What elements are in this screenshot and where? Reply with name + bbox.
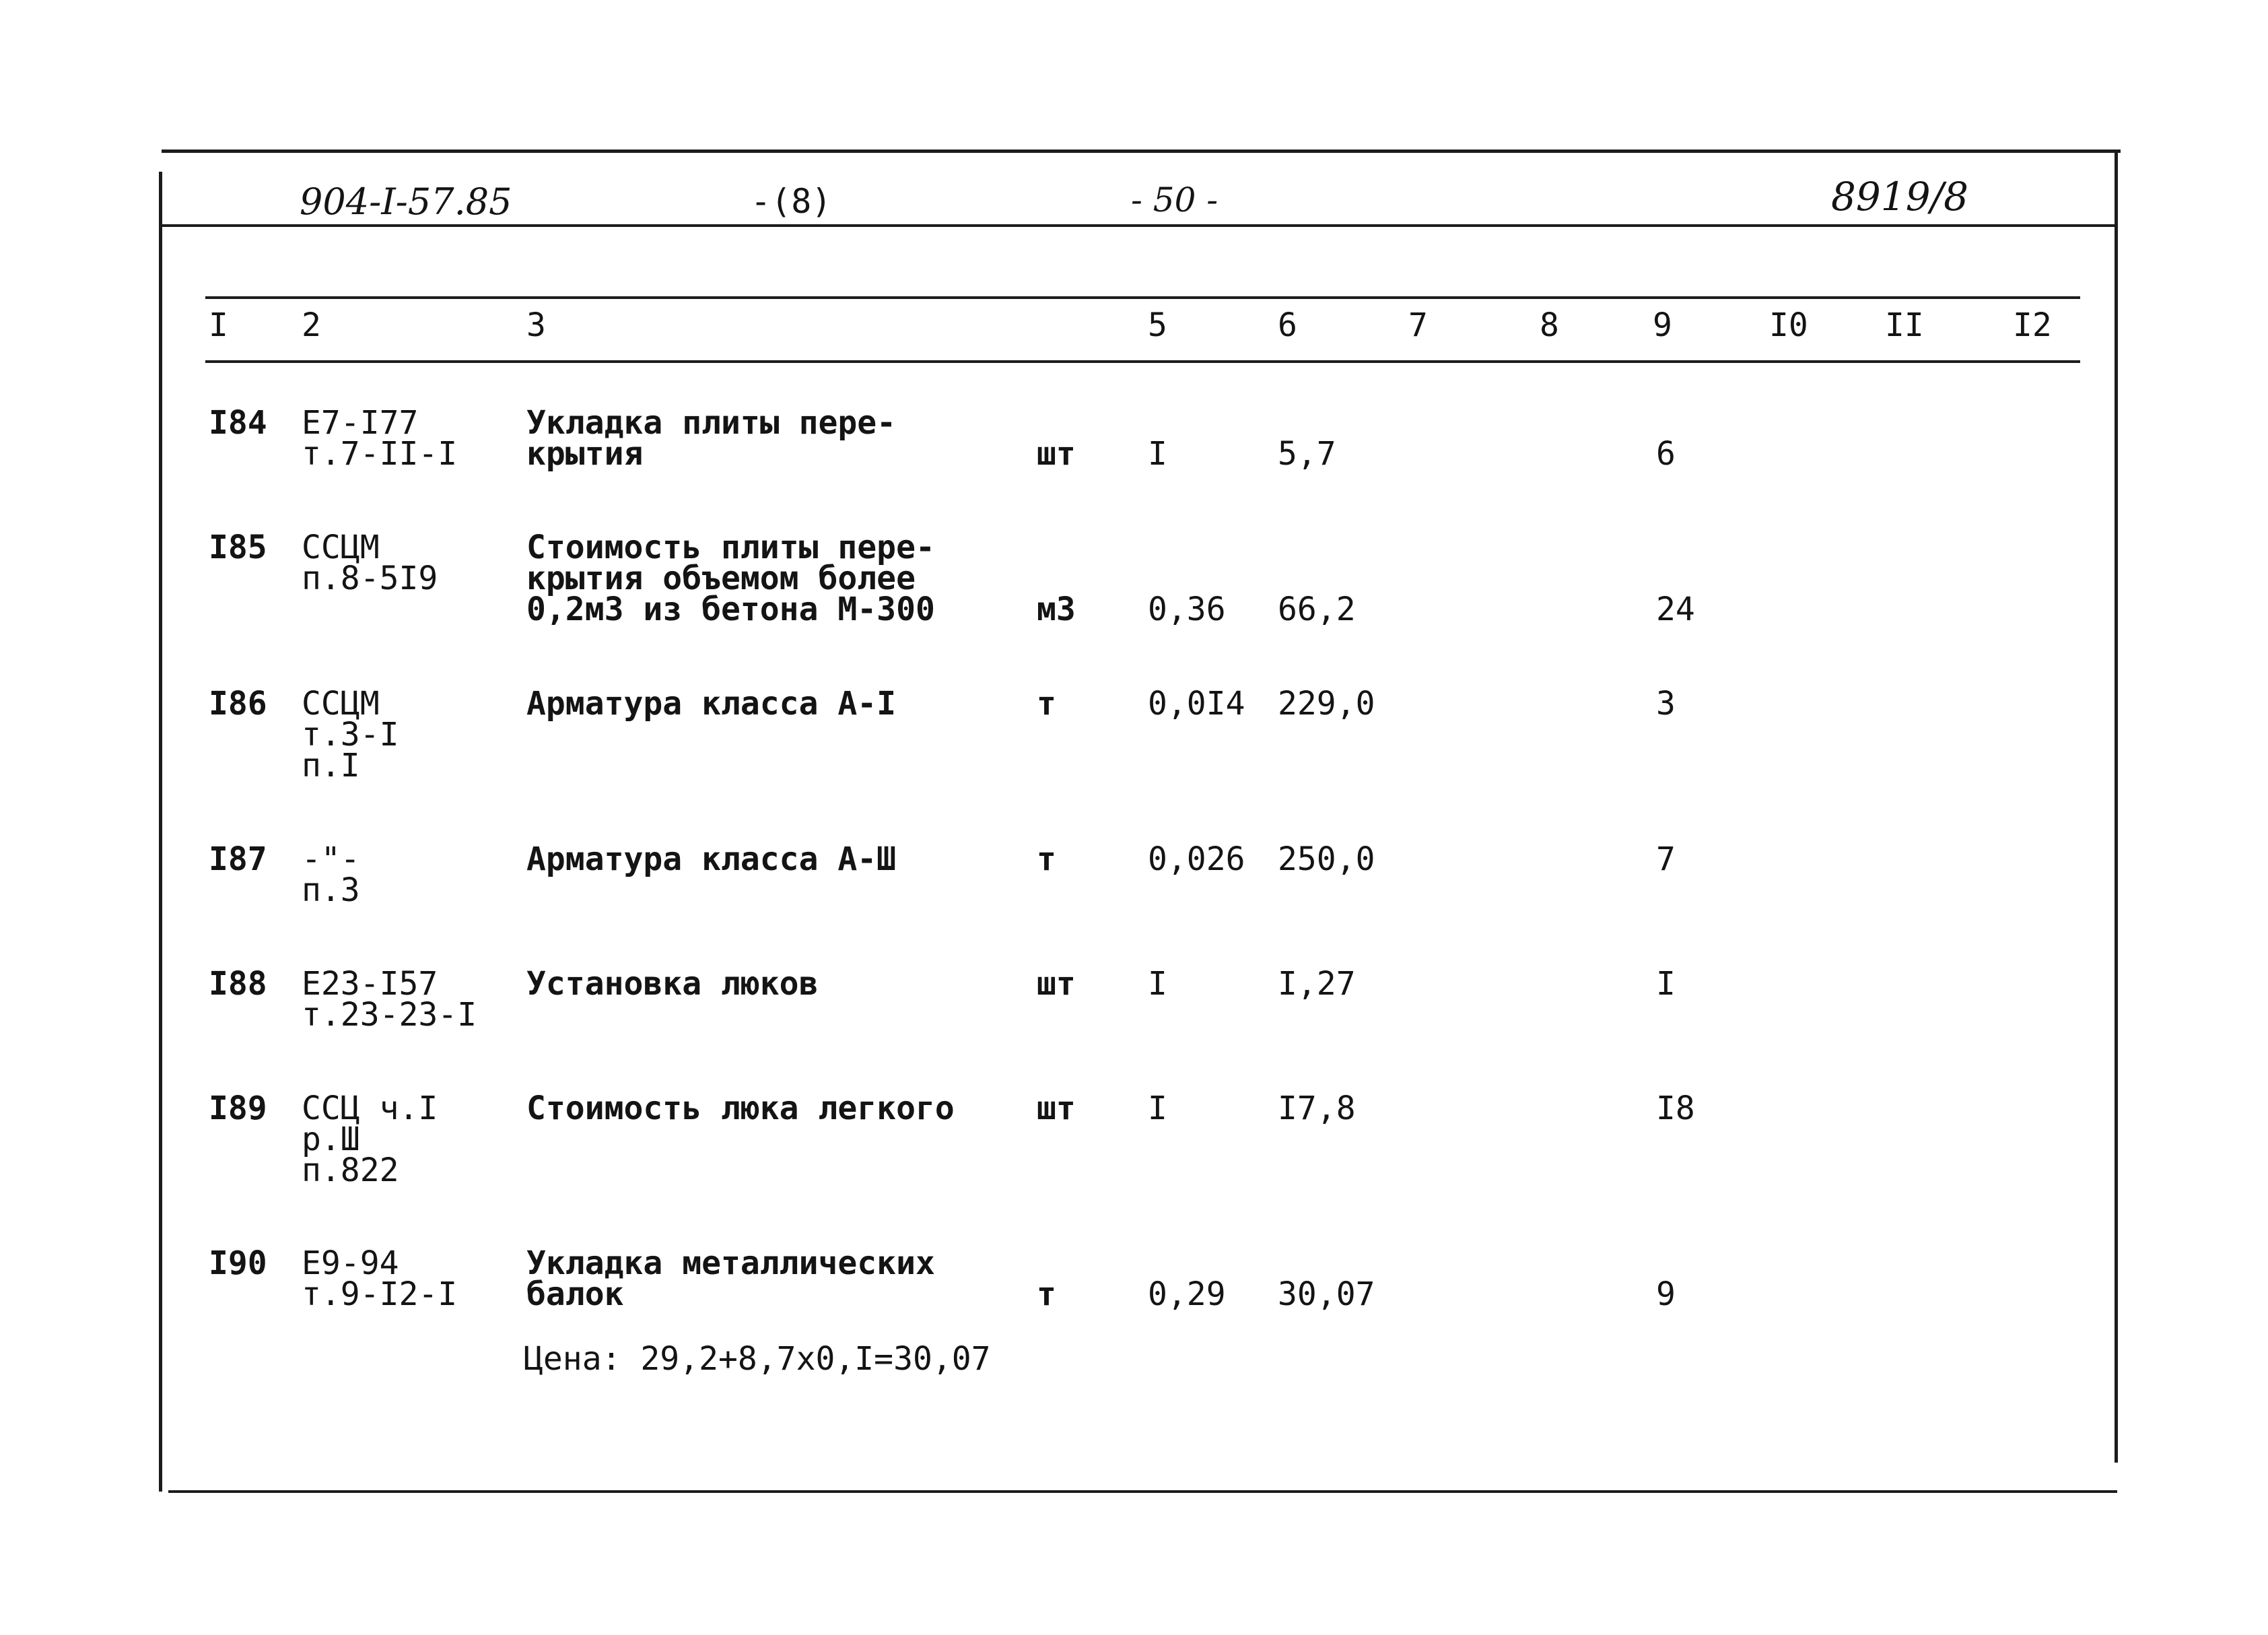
section-label: -(8) xyxy=(751,182,832,221)
row-price: 229,0 xyxy=(1278,685,1375,723)
row-total: 7 xyxy=(1656,840,1676,878)
row-code-line: п.I xyxy=(302,747,360,785)
column-header-3: 3 xyxy=(526,306,546,344)
row-price: 30,07 xyxy=(1278,1275,1375,1313)
column-header-12: I2 xyxy=(2013,306,2052,344)
column-header-6: 6 xyxy=(1278,306,1297,344)
row-description xyxy=(526,840,897,878)
row-code-line: -"- xyxy=(302,840,360,878)
row-price: 250,0 xyxy=(1278,840,1375,878)
row-quantity: I xyxy=(1148,1090,1167,1127)
row-price: 66,2 xyxy=(1278,591,1356,628)
row-code-line: т.9-I2-I xyxy=(302,1275,458,1313)
row-total: 6 xyxy=(1656,435,1676,473)
row-total: 3 xyxy=(1656,685,1676,723)
row-unit: м3 xyxy=(1037,591,1076,628)
row-description-line: Укладка металлических xyxy=(526,1244,935,1282)
column-header-bottom-line xyxy=(205,360,2080,363)
row-code-line: т.23-23-I xyxy=(302,996,477,1034)
row-description-line: Стоимость плиты пере- xyxy=(526,529,935,566)
column-header-1: I xyxy=(209,306,228,344)
row-quantity: 0,36 xyxy=(1148,591,1226,628)
header-divider-line xyxy=(162,224,2117,227)
row-description xyxy=(526,529,935,628)
row-code-line: р.Ш xyxy=(302,1121,360,1158)
row-code xyxy=(302,1090,438,1189)
row-number: I84 xyxy=(209,404,267,442)
row-description-line: Стоимость люка легкого xyxy=(526,1090,955,1127)
column-header-10: I0 xyxy=(1769,306,1808,344)
column-header-11: II xyxy=(1885,306,1924,344)
row-description-line: крытия объемом более xyxy=(526,560,916,597)
row-number: I86 xyxy=(209,685,267,723)
row-code-line: п.822 xyxy=(302,1152,399,1189)
column-header-2: 2 xyxy=(302,306,321,344)
row-description-line: крытия xyxy=(526,435,644,473)
row-total: 9 xyxy=(1656,1275,1676,1313)
doc-code: 904-I-57.85 xyxy=(300,180,512,223)
row-code-line: E9-94 xyxy=(302,1244,399,1282)
column-header-top-line xyxy=(205,296,2080,299)
row-number: I88 xyxy=(209,965,267,1003)
row-description xyxy=(526,1244,935,1313)
row-quantity: 0,026 xyxy=(1148,840,1245,878)
row-quantity: I xyxy=(1148,965,1167,1003)
row-total: 24 xyxy=(1656,591,1695,628)
row-description xyxy=(526,404,897,473)
price-note: Цена: 29,2+8,7x0,I=30,07 xyxy=(524,1340,991,1378)
row-code-line: E23-I57 xyxy=(302,965,438,1003)
row-unit: т xyxy=(1037,840,1056,878)
row-code-line: ССЦМ xyxy=(302,685,380,723)
row-code xyxy=(302,965,477,1034)
sheet-ref: 8919/8 xyxy=(1831,174,1969,220)
row-code-line: т.7-II-I xyxy=(302,435,458,473)
frame-bottom-line xyxy=(168,1490,2117,1493)
frame-top-line xyxy=(162,149,2121,153)
row-unit: шт xyxy=(1037,1090,1076,1127)
row-description-line: Установка люков xyxy=(526,965,819,1003)
row-code-line: п.8-5I9 xyxy=(302,560,438,597)
row-code-line: ССЦ ч.I xyxy=(302,1090,438,1127)
row-unit: шт xyxy=(1037,435,1076,473)
column-header-9: 9 xyxy=(1653,306,1672,344)
row-number: I85 xyxy=(209,529,267,566)
row-price: 5,7 xyxy=(1278,435,1336,473)
column-header-8: 8 xyxy=(1540,306,1559,344)
row-description-line: Арматура класса А-Ш xyxy=(526,840,897,878)
row-code xyxy=(302,840,360,909)
row-description xyxy=(526,965,819,1003)
row-total: I xyxy=(1656,965,1676,1003)
page-number: - 50 - xyxy=(1131,180,1218,220)
row-total: I8 xyxy=(1656,1090,1695,1127)
row-price: I7,8 xyxy=(1278,1090,1356,1127)
frame-right-line xyxy=(2115,149,2118,1463)
frame-left-line xyxy=(159,172,162,1492)
row-quantity: I xyxy=(1148,435,1167,473)
row-code xyxy=(302,529,438,597)
row-unit: т xyxy=(1037,685,1056,723)
row-quantity: 0,29 xyxy=(1148,1275,1226,1313)
row-unit: т xyxy=(1037,1275,1056,1313)
row-unit: шт xyxy=(1037,965,1076,1003)
row-description-line: 0,2м3 из бетона М-300 xyxy=(526,591,935,628)
row-price: I,27 xyxy=(1278,965,1356,1003)
row-code-line: п.3 xyxy=(302,871,360,909)
row-number: I90 xyxy=(209,1244,267,1282)
row-code xyxy=(302,685,399,785)
row-number: I87 xyxy=(209,840,267,878)
row-code-line: ССЦМ xyxy=(302,529,380,566)
column-header-7: 7 xyxy=(1408,306,1428,344)
row-description xyxy=(526,685,897,723)
column-header-5: 5 xyxy=(1148,306,1167,344)
row-code xyxy=(302,404,458,473)
row-description-line: Укладка плиты пере- xyxy=(526,404,897,442)
row-code-line: E7-I77 xyxy=(302,404,419,442)
row-number: I89 xyxy=(209,1090,267,1127)
row-description-line: Арматура класса А-I xyxy=(526,685,897,723)
row-quantity: 0,0I4 xyxy=(1148,685,1245,723)
row-code-line: т.3-I xyxy=(302,716,399,754)
row-description xyxy=(526,1090,955,1127)
row-description-line: балок xyxy=(526,1275,624,1313)
row-code xyxy=(302,1244,458,1313)
